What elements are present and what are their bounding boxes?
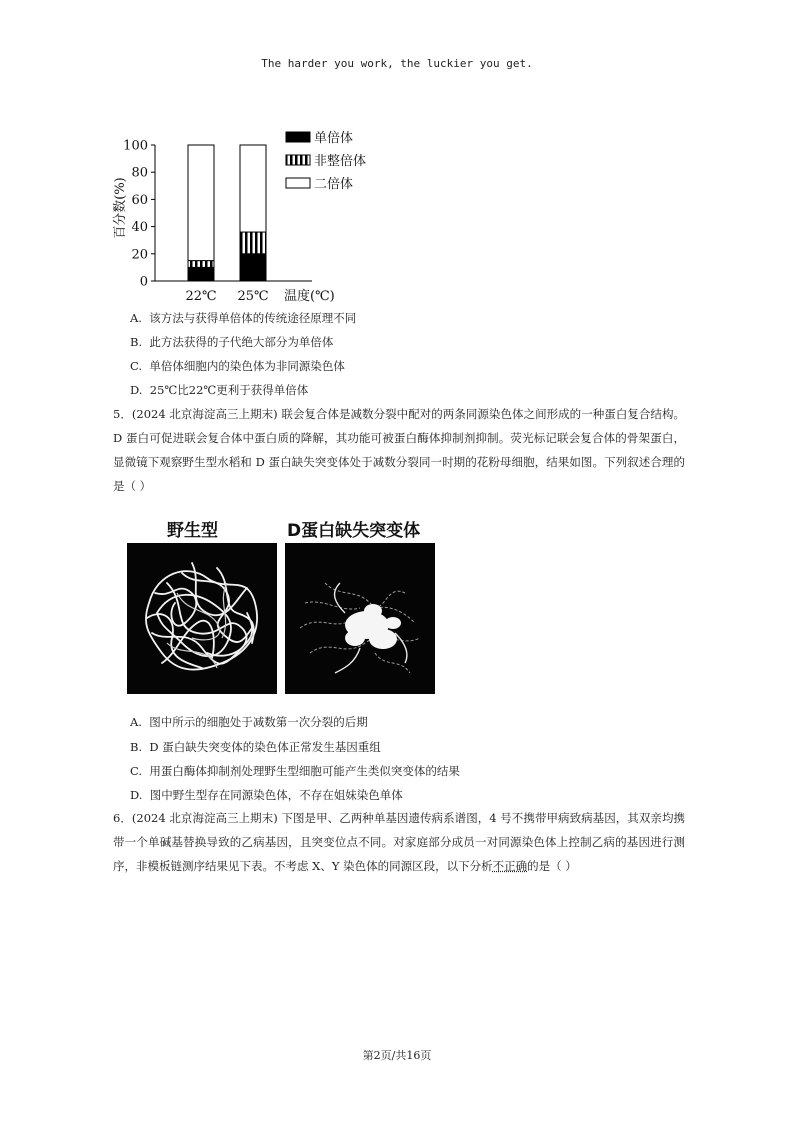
y-tick-label: 80 <box>131 165 148 181</box>
wildtype-micrograph <box>127 543 277 694</box>
y-tick-label: 60 <box>131 192 148 208</box>
option-text: 用蛋白酶体抑制剂处理野生型细胞可能产生类似突变体的结果 <box>149 764 460 778</box>
mutant-title: D蛋白缺失突变体 <box>287 521 421 541</box>
option-text: 图中所示的细胞处于减数第一次分裂的后期 <box>149 715 368 729</box>
q4-option-b <box>130 334 333 350</box>
mutant-micrograph <box>285 543 435 694</box>
q4-option-c <box>130 358 345 374</box>
bar-segment-单倍体 <box>188 267 214 281</box>
option-text: 此方法获得的子代绝大部分为单倍体 <box>149 335 334 349</box>
q5-option-b <box>130 739 381 755</box>
y-tick-label: 0 <box>139 274 148 290</box>
option-text: 该方法与获得单倍体的传统途径原理不同 <box>149 311 357 325</box>
y-tick-label: 40 <box>131 220 148 236</box>
y-tick-label: 100 <box>123 138 148 154</box>
wildtype-title: 野生型 <box>167 521 218 541</box>
option-text: 25℃比22℃更利于获得单倍体 <box>149 383 309 397</box>
option-text: 图中野生型存在同源染色体，不存在姐妹染色单体 <box>149 788 403 802</box>
y-axis-label: 百分数(%) <box>113 177 128 239</box>
q6-stem <box>113 806 685 878</box>
legend-label: 单倍体 <box>314 131 354 146</box>
x-tick-label: 25℃ <box>237 289 269 304</box>
legend-label: 二倍体 <box>314 177 354 192</box>
option-text: 单倍体细胞内的染色体为非同源染色体 <box>149 359 345 373</box>
option-letter: B. <box>130 335 143 349</box>
q4-option-a <box>130 310 356 326</box>
page-number: 第2页/共16页 <box>362 1049 432 1062</box>
q5-option-a <box>130 714 368 730</box>
option-letter: A. <box>130 715 142 729</box>
q6-emphasis: 不正确 <box>492 859 528 873</box>
y-tick-label: 20 <box>131 247 148 263</box>
bar-segment-非整倍体 <box>240 232 266 254</box>
x-tick-label: 22℃ <box>185 289 217 304</box>
q5-option-d <box>130 787 403 803</box>
bar-segment-二倍体 <box>240 145 266 232</box>
bar-segment-单倍体 <box>240 254 266 281</box>
bar-segment-非整倍体 <box>188 261 214 268</box>
q6-stem-part-b: 的是（ ） <box>527 859 577 873</box>
q5-stem: 5．(2024 北京海淀高三上期末) 联会复合体是减数分裂中配对的两条同源染色体之间形成的一种蛋白复合结构。D 蛋白可促进联会复合体中蛋白质的降解，其功能可被蛋白酶体抑制剂抑制。荧光标记联会复合体的骨架蛋白，显微镜下观察野生型水稻和 D 蛋白缺失突变体处于减数分裂同一时期的花粉母细胞，结果如图。下列叙述合理的是（ ） <box>113 407 685 493</box>
option-letter: B. <box>130 740 143 754</box>
option-text: D 蛋白缺失突变体的染色体正常发生基因重组 <box>149 740 381 754</box>
option-letter: A. <box>130 311 142 325</box>
x-axis-label: 温度(℃) <box>284 289 335 304</box>
legend-label: 非整倍体 <box>314 154 367 169</box>
legend-swatch <box>286 178 310 188</box>
option-letter: C. <box>130 764 143 778</box>
option-letter: C. <box>130 359 143 373</box>
option-letter: D. <box>130 788 143 802</box>
bar-segment-二倍体 <box>188 145 214 261</box>
page-header-motto: The harder you work, the luckier you get. <box>261 57 533 70</box>
micrograph-figure <box>127 516 435 696</box>
legend-swatch <box>286 132 310 142</box>
q5-option-c <box>130 763 460 779</box>
legend-swatch <box>286 155 310 165</box>
q6-stem-part-a: 6．(2024 北京海淀高三上期末) 下图是甲、乙两种单基因遗传病系谱图，4 号不携带甲病致病基因，其双亲均携带一个单碱基替换导致的乙病基因，且突变位点不同。对家庭部分成员一对同源染色体上控制乙病的基因进行测序，非模板链测序结果见下表。不考虑 X、Y 染色体的同源区段，以下分析 <box>113 811 685 873</box>
q4-option-d <box>130 382 308 398</box>
option-letter: D. <box>130 383 143 397</box>
ploidy-bar-chart <box>100 128 400 308</box>
